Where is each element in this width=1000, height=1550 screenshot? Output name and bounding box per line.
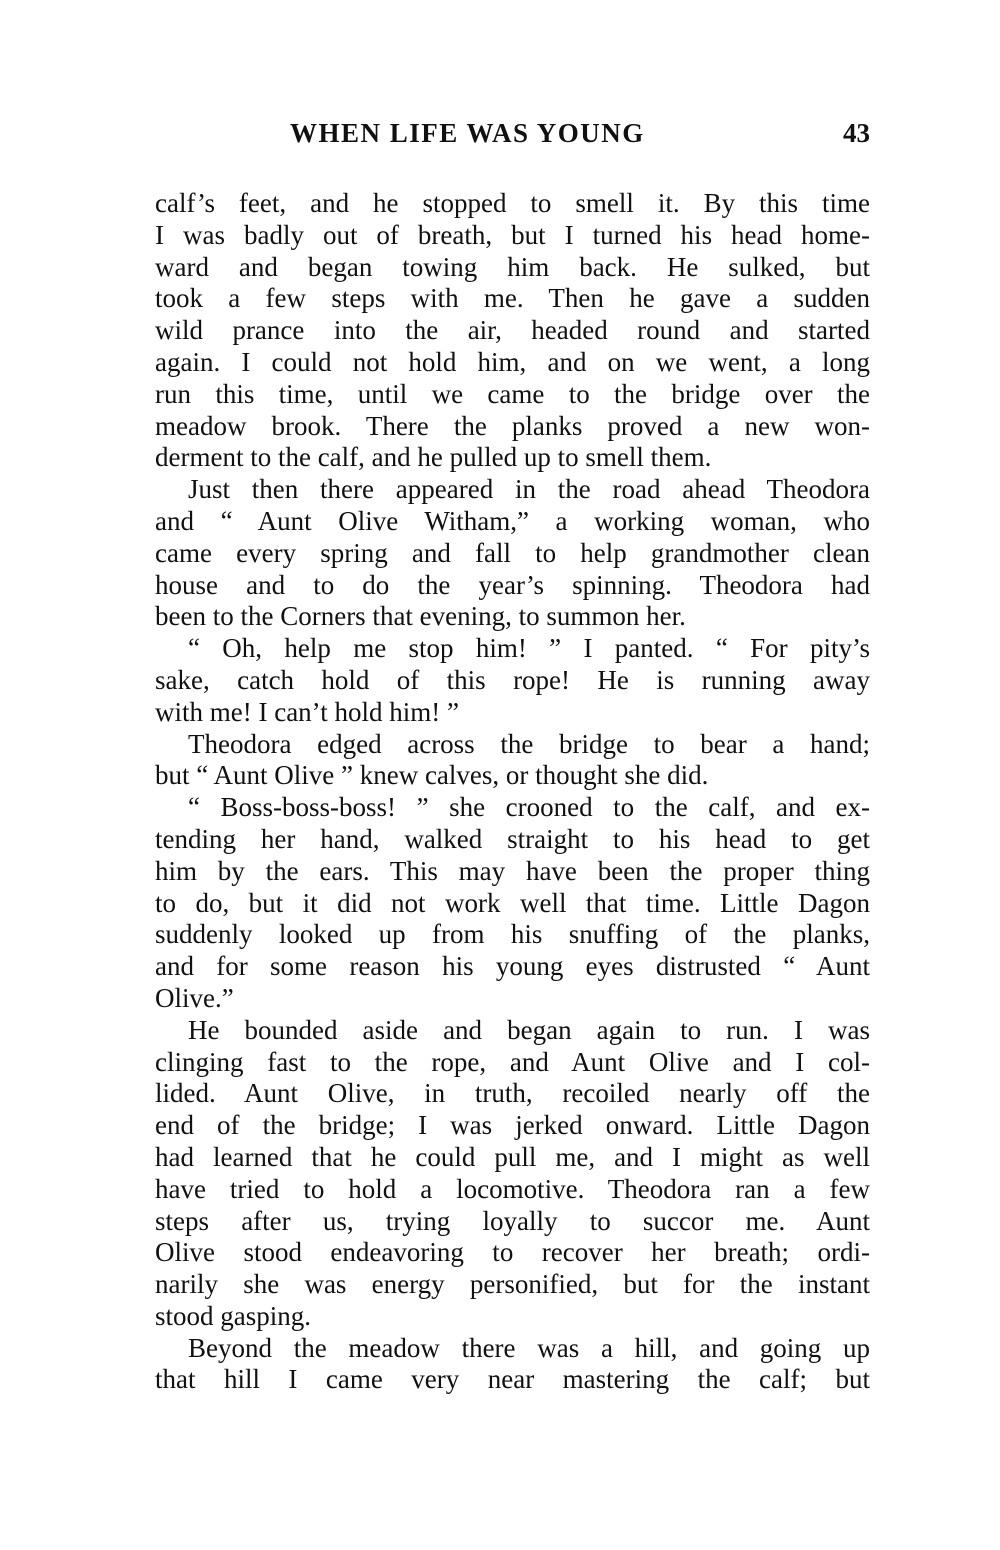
text-line: calf’s feet, and he stopped to smell it. By this time: [155, 188, 870, 218]
text-line: to do, but it did not work well that time. Little Dagon: [155, 887, 870, 918]
text-line: Olive stood endeavoring to recover her breath; ordi-: [155, 1237, 870, 1268]
text-line: him by the ears. This may have been the proper thing: [155, 855, 870, 886]
text-line: run this time, until we came to the bridge over the: [155, 378, 870, 409]
body-text: [155, 188, 870, 1396]
text-line: I was badly out of breath, but I turned his head home-: [155, 219, 870, 250]
text-line: stood gasping.: [155, 1300, 312, 1331]
text-line: came every spring and fall to help grandmother clean: [155, 537, 870, 568]
text-line: with me! I can’t hold him! ”: [155, 696, 459, 727]
text-line: tending her hand, walked straight to his head to get: [155, 823, 870, 854]
text-line: Beyond the meadow there was a hill, and going up: [188, 1332, 870, 1363]
text-line: “ Oh, help me stop him! ” I panted. “ For pity’s: [188, 633, 870, 664]
text-line: Just then there appeared in the road ahead Theodora: [188, 474, 870, 505]
page-header: [155, 118, 870, 158]
text-line: again. I could not hold him, and on we went, a long: [155, 346, 870, 377]
text-line: steps after us, trying loyally to succor me. Aunt: [155, 1205, 870, 1236]
text-line: He bounded aside and began again to run. I was: [188, 1014, 870, 1045]
text-line: clinging fast to the rope, and Aunt Olive and I col-: [155, 1046, 870, 1077]
text-line: and for some reason his young eyes distrusted “ Aunt: [155, 951, 870, 982]
text-line: that hill I came very near mastering the calf; but: [155, 1364, 870, 1395]
text-line: sake, catch hold of this rope! He is running away: [155, 664, 870, 695]
text-line: had learned that he could pull me, and I might as well: [155, 1141, 870, 1172]
text-line: Theodora edged across the bridge to bear a hand;: [188, 728, 870, 759]
text-line: lided. Aunt Olive, in truth, recoiled nearly off the: [155, 1078, 870, 1109]
text-line: “ Boss-boss-boss! ” she crooned to the calf, and ex-: [188, 792, 870, 823]
running-head: WHEN LIFE WAS YOUNG: [290, 118, 645, 148]
text-line: ward and began towing him back. He sulked, but: [155, 251, 870, 282]
text-line: narily she was energy personified, but for the instant: [155, 1269, 870, 1300]
text-line: took a few steps with me. Then he gave a sudden: [155, 283, 870, 314]
text-line: have tried to hold a locomotive. Theodora ran a few: [155, 1173, 870, 1204]
text-line: been to the Corners that evening, to summon her.: [155, 601, 686, 632]
text-line: Olive.”: [155, 982, 234, 1013]
text-line: derment to the calf, and he pulled up to smell them.: [155, 442, 712, 473]
text-line: suddenly looked up from his snuffing of the planks,: [155, 919, 870, 950]
text-line: wild prance into the air, headed round and started: [155, 315, 870, 346]
text-line: house and to do the year’s spinning. Theodora had: [155, 569, 870, 600]
text-line: and “ Aunt Olive Witham,” a working woman, who: [155, 505, 870, 536]
text-line: end of the bridge; I was jerked onward. Little Dagon: [155, 1110, 870, 1141]
page-number: 43: [843, 118, 870, 148]
text-line: meadow brook. There the planks proved a new won-: [155, 410, 870, 441]
text-line: but “ Aunt Olive ” knew calves, or thought she did.: [155, 760, 709, 791]
